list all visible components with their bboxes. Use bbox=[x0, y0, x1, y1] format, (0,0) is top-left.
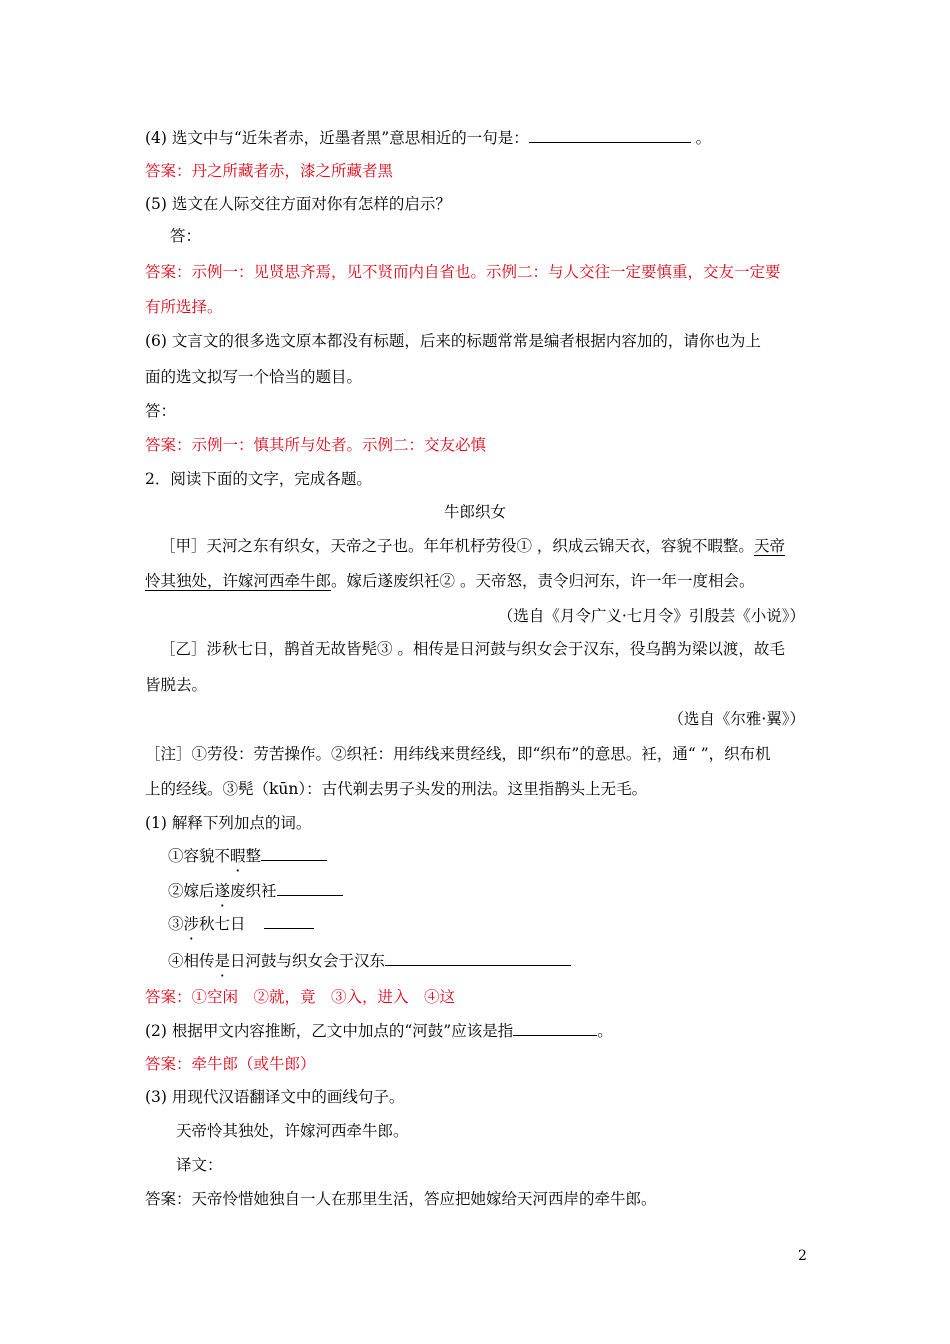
passage-b-line2: 皆脱去。 bbox=[145, 676, 208, 694]
q2-1-item bbox=[168, 951, 571, 971]
item-text: 废织衽 bbox=[230, 882, 277, 900]
answer-blank bbox=[264, 914, 314, 929]
q2-1-answer: 答案：①空闲 ②就，竟 ③入，进入 ④这 bbox=[145, 988, 456, 1006]
notes-line2: 上的经线。③髡（kūn）：古代剃去男子头发的刑法。这里指鹊头上无毛。 bbox=[145, 780, 648, 798]
dotted-word: 涉 bbox=[183, 915, 200, 933]
q5-answer-line2: 有所选择。 bbox=[145, 298, 223, 316]
item-text: ④相传 bbox=[168, 952, 215, 970]
dotted-word: 是 bbox=[214, 952, 231, 970]
q2-3-answer: 答案：天帝怜惜她独自一人在那里生活，答应把她嫁给天河西岸的牵牛郎。 bbox=[145, 1190, 657, 1208]
q4-line bbox=[145, 128, 711, 148]
answer-blank bbox=[385, 951, 571, 966]
underlined-sentence: 天帝 bbox=[753, 537, 785, 555]
q2-1-item bbox=[168, 881, 343, 901]
q2-2-line bbox=[145, 1021, 613, 1041]
item-text: ②嫁后 bbox=[168, 882, 215, 900]
q2-2-answer: 答案：牵牛郎（或牛郎） bbox=[145, 1055, 316, 1073]
item-text: 整 bbox=[245, 847, 262, 865]
q2-1-prompt: (1) 解释下列加点的词。 bbox=[145, 814, 312, 832]
notes-line1: ［注］①劳役：劳苦操作。②织衽：用纬线来贯经线，即“织布”的意思。衽，通“ ”，织布机 bbox=[145, 745, 771, 763]
q4-answer: 答案：丹之所藏者赤，漆之所藏者黑 bbox=[145, 162, 394, 180]
item-text: ③ bbox=[168, 915, 184, 933]
q6-answer: 答案：示例一：慎其所与处者。示例二：交友必慎 bbox=[145, 436, 487, 454]
answer-blank bbox=[513, 1021, 597, 1036]
q5-answer-line1: 答案：示例一：见贤思齐焉，见不贤而内自省也。示例二：与人交往一定要慎重，交友一定要 bbox=[145, 263, 781, 281]
q2-2-end: 。 bbox=[597, 1022, 613, 1040]
passage-b-line1: ［乙］涉秋七日，鹊首无故皆髡③ 。相传是日河鼓与织女会于汉东，役乌鹊为梁以渡，故毛 bbox=[160, 640, 785, 658]
section2-intro: 2．阅读下面的文字，完成各题。 bbox=[145, 470, 372, 488]
q2-2-prompt: (2) 根据甲文内容推断，乙文中加点的“河鼓”应该是指 bbox=[145, 1022, 514, 1040]
page-number: 2 bbox=[798, 1248, 807, 1264]
passage-a-text: 。嫁后遂废织衽② 。天帝怒，责令归河东，许一年一度相会。 bbox=[331, 572, 755, 590]
dotted-word: 遂 bbox=[214, 882, 231, 900]
q6-label: 答： bbox=[145, 402, 177, 420]
passage-a-line1 bbox=[160, 536, 785, 556]
item-text: ①容貌不 bbox=[168, 847, 231, 865]
passage-a-line2 bbox=[145, 571, 754, 591]
q2-3-sentence: 天帝怜其独处，许嫁河西牵牛郎。 bbox=[176, 1122, 409, 1140]
q2-3-prompt: (3) 用现代汉语翻译文中的画线句子。 bbox=[145, 1088, 405, 1106]
underlined-sentence: 怜其独处，许嫁河西牵牛郎 bbox=[145, 572, 332, 590]
passage-b-source: （选自《尔雅·翼》） bbox=[668, 710, 805, 728]
dotted-word: 暇 bbox=[230, 847, 246, 865]
passage-a-source: （选自《月令广义·七月令》引殷芸《小说》） bbox=[497, 607, 805, 625]
q2-1-item bbox=[168, 914, 314, 934]
answer-blank bbox=[529, 128, 691, 143]
q6-line1: (6) 文言文的很多选文原本都没有标题，后来的标题常常是编者根据内容加的，请你也为上 bbox=[145, 332, 761, 350]
q2-3-label: 译文： bbox=[176, 1156, 223, 1174]
q4-end: 。 bbox=[695, 129, 712, 147]
passage-a-text: ［甲］天河之东有织女，天帝之子也。年年机杼劳役① ，织成云锦天衣，容貌不暇整。 bbox=[160, 537, 754, 555]
passage-title: 牛郎织女 bbox=[443, 503, 506, 521]
item-text: 日河鼓与织女会于汉东 bbox=[230, 952, 386, 970]
item-text: 秋七日 bbox=[199, 915, 246, 933]
q5-label: 答： bbox=[170, 227, 202, 245]
q4-prompt: (4) 选文中与“近朱者赤，近墨者黑”意思相近的一句是： bbox=[145, 129, 529, 147]
q6-line2: 面的选文拟写一个恰当的题目。 bbox=[145, 368, 363, 386]
q5-prompt: (5) 选文在人际交往方面对你有怎样的启示？ bbox=[145, 195, 451, 213]
answer-blank bbox=[261, 846, 327, 861]
answer-blank bbox=[277, 881, 343, 896]
q2-1-item bbox=[168, 846, 327, 866]
